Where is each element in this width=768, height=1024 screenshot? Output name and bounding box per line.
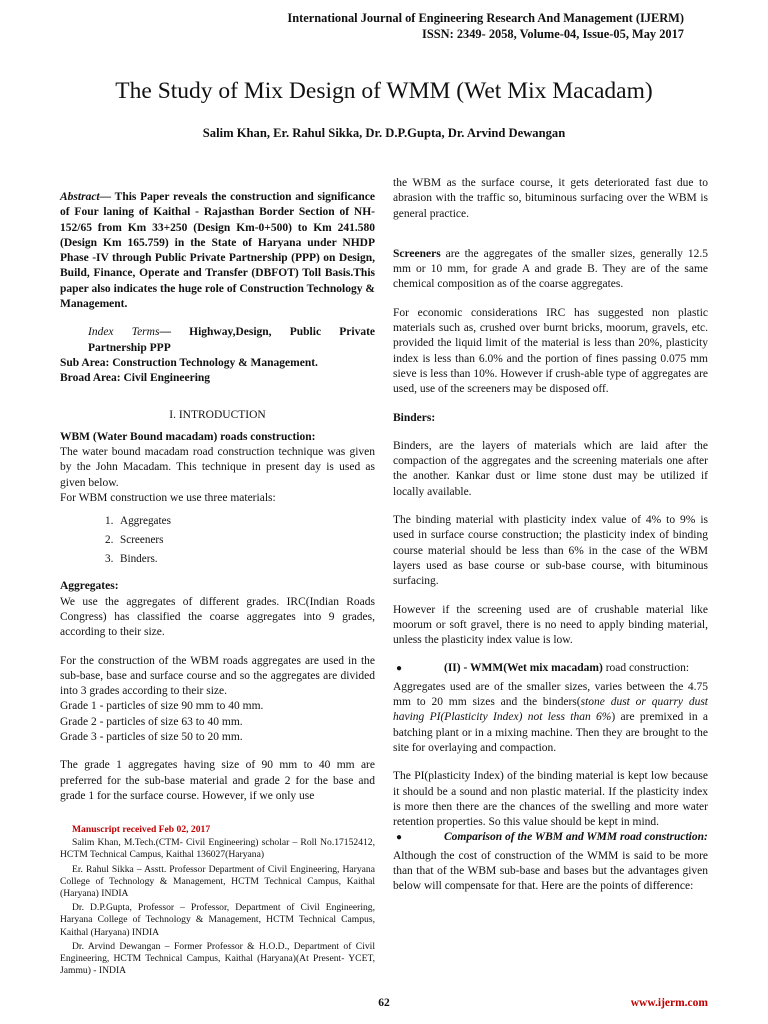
wbm-heading: WBM (Water Bound macadam) roads construction: (60, 430, 316, 443)
comparison-bullet (393, 830, 708, 845)
list-item: 2. Screeners (105, 534, 164, 547)
index-terms (60, 325, 375, 356)
wmm-bullet-bold: (II) - WMM(Wet mix macadam) (444, 662, 603, 675)
abstract (60, 190, 375, 312)
index-terms-label: Index Terms (88, 326, 160, 339)
grade-3: Grade 3 - particles of size 50 to 20 mm. (60, 731, 243, 744)
binders-heading: Binders: (393, 411, 436, 424)
wbm-paragraph-2: For WBM construction we use three materials: (60, 492, 276, 505)
manuscript-received: Manuscript received Feb 02, 2017 (72, 824, 211, 835)
abstract-text: This Paper reveals the construction and significance of Four laning of Kaithal - Rajasthan Border Section of NH-152/65 from Km 33+250 (Design Km-0+500) to Km 241.580 (Design Km 165.759) in the State of Haryana under NHDP Phase -IV through Public Private Partnership (PPP) on Design, Build, Finance, Operate and Transfer (DBFOT) Toll Basis.This paper also indicates the huge role of Construction Technology & Management. (60, 191, 375, 311)
screeners-label: Screeners (393, 247, 441, 260)
sub-area: Sub Area: Construction Technology & Management. (60, 356, 318, 369)
author-affiliation-2: Er. Rahul Sikka – Asstt. Professor Department of Civil Engineering, Haryana College of Technology & Management, HCTM Technical Campus, Kaithal (Haryana) INDIA (60, 863, 375, 900)
left-column (60, 190, 375, 804)
wbm-paragraph-1: The water bound macadam road construction technique was given by the John Macadam. This technique in present day is used as given below. (60, 446, 375, 489)
author-list: Salim Khan, Er. Rahul Sikka, Dr. D.P.Gupta, Dr. Arvind Dewangan (202, 126, 566, 140)
aggregates-paragraph-2: For the construction of the WBM roads aggregates are used in the sub-base, base and surface course and so the aggregates are divided into 3 grades according to their size. (60, 654, 375, 698)
journal-issn: ISSN: 2349- 2058, Volume-04, Issue-05, May 2017 (422, 27, 684, 41)
screeners-paragraph: Screeners are the aggregates of the smaller sizes, generally 12.5 mm or 10 mm, for grade A and grade B. They are of the same chemical composition as of the coarse aggregates. (393, 247, 708, 291)
binders-paragraph-2: The binding material with plasticity index value of 4% to 9% is used in surface course construction; the plasticity index of binding course material should be less than 6% in the case of the WBM layers used as base course or sub-base course, with bituminous surfacing. (393, 514, 708, 588)
binders-paragraph-1: Binders, are the layers of materials which are laid after the compaction of the aggregates and the screening materials one after the another. Kankar dust or lime stone dust may be utilized if locally available. (393, 439, 708, 498)
grade-2: Grade 2 - particles of size 63 to 40 mm. (60, 715, 243, 728)
journal-website-link[interactable]: www.ijerm.com (630, 997, 708, 1009)
binders-paragraph-3: However if the screening used are of crushable material like moorum or soft gravel, there is no need to apply binding material, unless the plasticity index value is low. (393, 603, 708, 647)
page-number: 62 (378, 997, 390, 1009)
section-heading-introduction: I. INTRODUCTION (169, 408, 266, 421)
broad-area: Broad Area: Civil Engineering (60, 372, 211, 385)
aggregates-heading: Aggregates: (60, 580, 119, 593)
author-affiliation-1: Salim Khan, M.Tech.(CTM- Civil Engineering) scholar – Roll No.17152412, HCTM Technical Campus, Kaithal 136027(Haryana) (60, 837, 375, 861)
list-item: 3. Binders. (105, 553, 158, 566)
footnote (60, 824, 375, 979)
index-terms-text: Highway,Design, Public Private Partnership PPP (88, 326, 375, 354)
aggregates-paragraph-3: The grade 1 aggregates having size of 90 mm to 40 mm are preferred for the sub-base material and grade 2 for the base and grade 1 for the surface course. However, if we only use (60, 759, 375, 802)
right-column (393, 176, 708, 895)
journal-name: International Journal of Engineering Research And Management (IJERM) (287, 11, 684, 25)
author-affiliation-3: Dr. D.P.Gupta, Professor – Professor, Department of Civil Engineering, Haryana College of Technology & Management, HCTM Technical Campus, Kaithal (Haryana) INDIA (60, 902, 375, 938)
wmm-paragraph-2: The PI(plasticity Index) of the binding material is kept low because it should be a sound and non plastic material. If the plasticity index is more then there are the chances of the swelling and more water retention properties. So this value should be kept in mind. (393, 770, 708, 829)
journal-header (287, 10, 684, 42)
economic-paragraph: For economic considerations IRC has suggested non plastic materials such as, crushed over burnt bricks, moorum, gravels, etc. provided the liquid limit of the material is less than 20%, plasticity index is less than 6.0% and the portion of fines passing 0.075 mm sieve is less than 10%. However if crush-able type of aggregates are used, use of the screeners may be disposed off. (393, 306, 708, 396)
bullet-icon: ● (396, 663, 403, 675)
list-item: 1. Aggregates (105, 515, 171, 528)
abstract-label: Abstract— (60, 191, 112, 203)
wmm-bullet-rest: road construction: (602, 662, 690, 675)
comparison-paragraph: Although the cost of construction of the WMM is said to be more than that of the WBM sub-base and bases but the advantages given below will compensate for that. Here are the points of difference: (393, 849, 708, 893)
grade-1: Grade 1 - particles of size 90 mm to 40 mm. (60, 700, 264, 713)
bullet-icon: ● (396, 832, 403, 844)
author-affiliation-4: Dr. Arvind Dewangan – Former Professor & H.O.D., Department of Civil Engineering, HCTM Technical Campus, Kaithal (Haryana)(At Present- YCET, Jammu) - INDIA (60, 940, 375, 977)
materials-list (60, 512, 375, 569)
comparison-heading: Comparison of the WBM and WMM road construction: (444, 831, 708, 844)
wmm-bullet (393, 661, 708, 676)
continuation-paragraph: the WBM as the surface course, it gets deteriorated fast due to abrasion with the traffic so, bituminous surfacing over the WBM is general practice. (393, 177, 708, 220)
paper-title: The Study of Mix Design of WMM (Wet Mix Macadam) (115, 78, 653, 104)
aggregates-paragraph-1: We use the aggregates of different grades. IRC(Indian Roads Congress) has classified the coarse aggregates into 9 grades, according to their size. (60, 595, 375, 639)
wmm-paragraph-1: Aggregates used are of the smaller sizes, varies between the 4.75 mm to 20 mm sizes and the binders(stone dust or quarry dust having PI(Plasticity Index) not less than 6%) are premixed in a batching plant or in a mixing machine. Then they are brought to the site for overlaying and compaction. (393, 680, 708, 754)
index-terms-dash: — (159, 326, 171, 339)
